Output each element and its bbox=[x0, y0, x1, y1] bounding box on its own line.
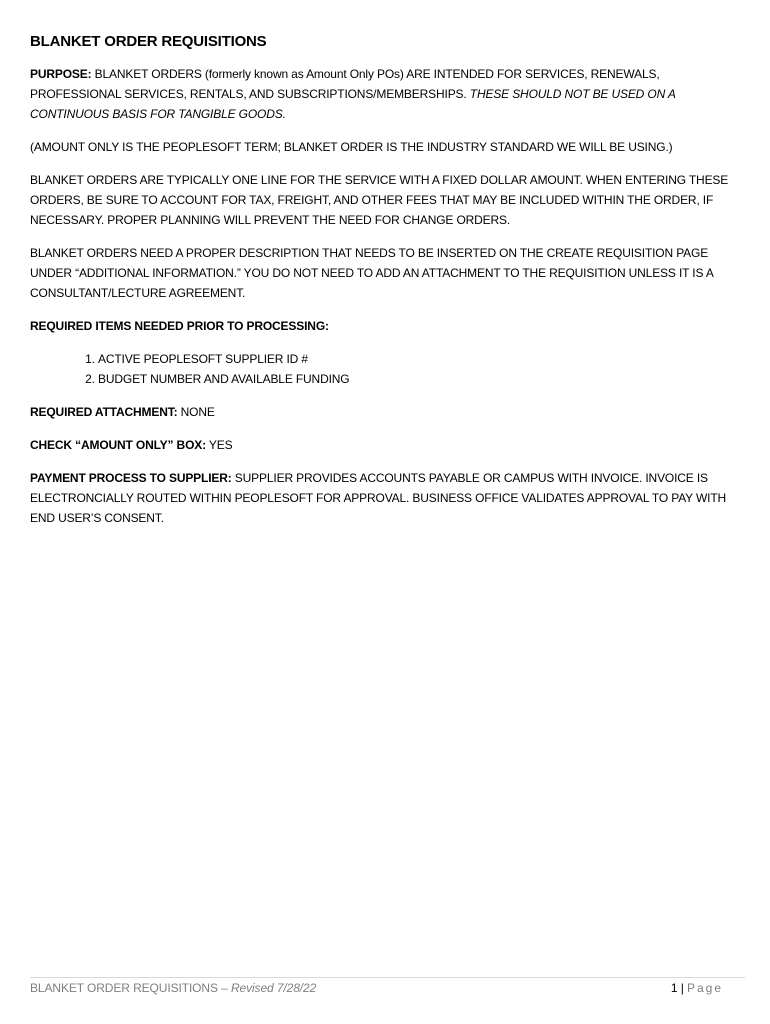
page-footer bbox=[30, 977, 745, 995]
document-title: BLANKET ORDER REQUISITIONS bbox=[30, 33, 267, 50]
required-items-list bbox=[30, 349, 745, 389]
required-items-heading: REQUIRED ITEMS NEEDED PRIOR TO PROCESSING: bbox=[30, 319, 329, 333]
payment-process-paragraph bbox=[30, 468, 745, 528]
list-item: 2. BUDGET NUMBER AND AVAILABLE FUNDING bbox=[98, 369, 745, 389]
check-amount-only-value: YES bbox=[205, 438, 233, 452]
footer-doc-info bbox=[30, 981, 316, 995]
required-attachment-value: NONE bbox=[177, 405, 215, 419]
footer-revised-date: Revised 7/28/22 bbox=[230, 981, 317, 995]
description-paragraph: BLANKET ORDERS NEED A PROPER DESCRIPTION THAT NEEDS TO BE INSERTED ON THE CREATE REQUISITION PAGE UNDER “ADDITIONAL INFORMATION.” YOU DO NOT NEED TO ADD AN ATTACHMENT TO THE REQUISITION UNLESS IT IS A CONSULTANT/LECTURE AGREEMENT. bbox=[30, 246, 714, 300]
required-attachment-label: REQUIRED ATTACHMENT: bbox=[30, 405, 178, 419]
purpose-label: PURPOSE: bbox=[30, 67, 92, 81]
amount-only-note: (AMOUNT ONLY IS THE PEOPLESOFT TERM; BLANKET ORDER IS THE INDUSTRY STANDARD WE WILL BE USING.) bbox=[30, 140, 673, 154]
check-amount-only-label: CHECK “AMOUNT ONLY” BOX: bbox=[30, 438, 206, 452]
payment-process-label: PAYMENT PROCESS TO SUPPLIER: bbox=[30, 471, 232, 485]
purpose-italic-text: THESE SHOULD NOT BE USED ON A CONTINUOUS BASIS FOR TANGIBLE GOODS. bbox=[30, 87, 676, 121]
purpose-paragraph bbox=[30, 64, 745, 124]
list-item: 1. ACTIVE PEOPLESOFT SUPPLIER ID # bbox=[98, 349, 745, 369]
footer-doc-name: BLANKET ORDER REQUISITIONS – bbox=[30, 981, 231, 995]
check-amount-only-line bbox=[30, 435, 745, 455]
page-number: 1 bbox=[670, 981, 678, 995]
line-item-paragraph: BLANKET ORDERS ARE TYPICALLY ONE LINE FOR THE SERVICE WITH A FIXED DOLLAR AMOUNT. WHEN ENTERING THESE ORDERS, BE SURE TO ACCOUNT FOR TAX, FREIGHT, AND OTHER FEES THAT MAY BE INCLUDED WITHIN THE ORDER, IF NECESSARY. PROPER PLANNING WILL PREVENT THE NEED FOR CHANGE ORDERS. bbox=[30, 173, 729, 227]
footer-page-number bbox=[671, 981, 723, 995]
purpose-text: BLANKET ORDERS (formerly known as Amount Only POs) ARE INTENDED FOR SERVICES, RENEWALS, PROFESSIONAL SERVICES, RENTALS, AND SUBSCRIPTIONS/MEMBERSHIPS. bbox=[30, 67, 660, 101]
page-separator: | bbox=[677, 981, 687, 995]
page-word: Page bbox=[686, 981, 723, 995]
document-page bbox=[30, 30, 745, 541]
payment-process-text: SUPPLIER PROVIDES ACCOUNTS PAYABLE OR CAMPUS WITH INVOICE. INVOICE IS ELECTRONCIALLY ROUTED WITHIN PEOPLESOFT FOR APPROVAL. BUSINESS OFFICE VALIDATES APPROVAL TO PAY WITH END USER’S CONSENT. bbox=[30, 471, 727, 525]
required-attachment-line bbox=[30, 402, 745, 422]
